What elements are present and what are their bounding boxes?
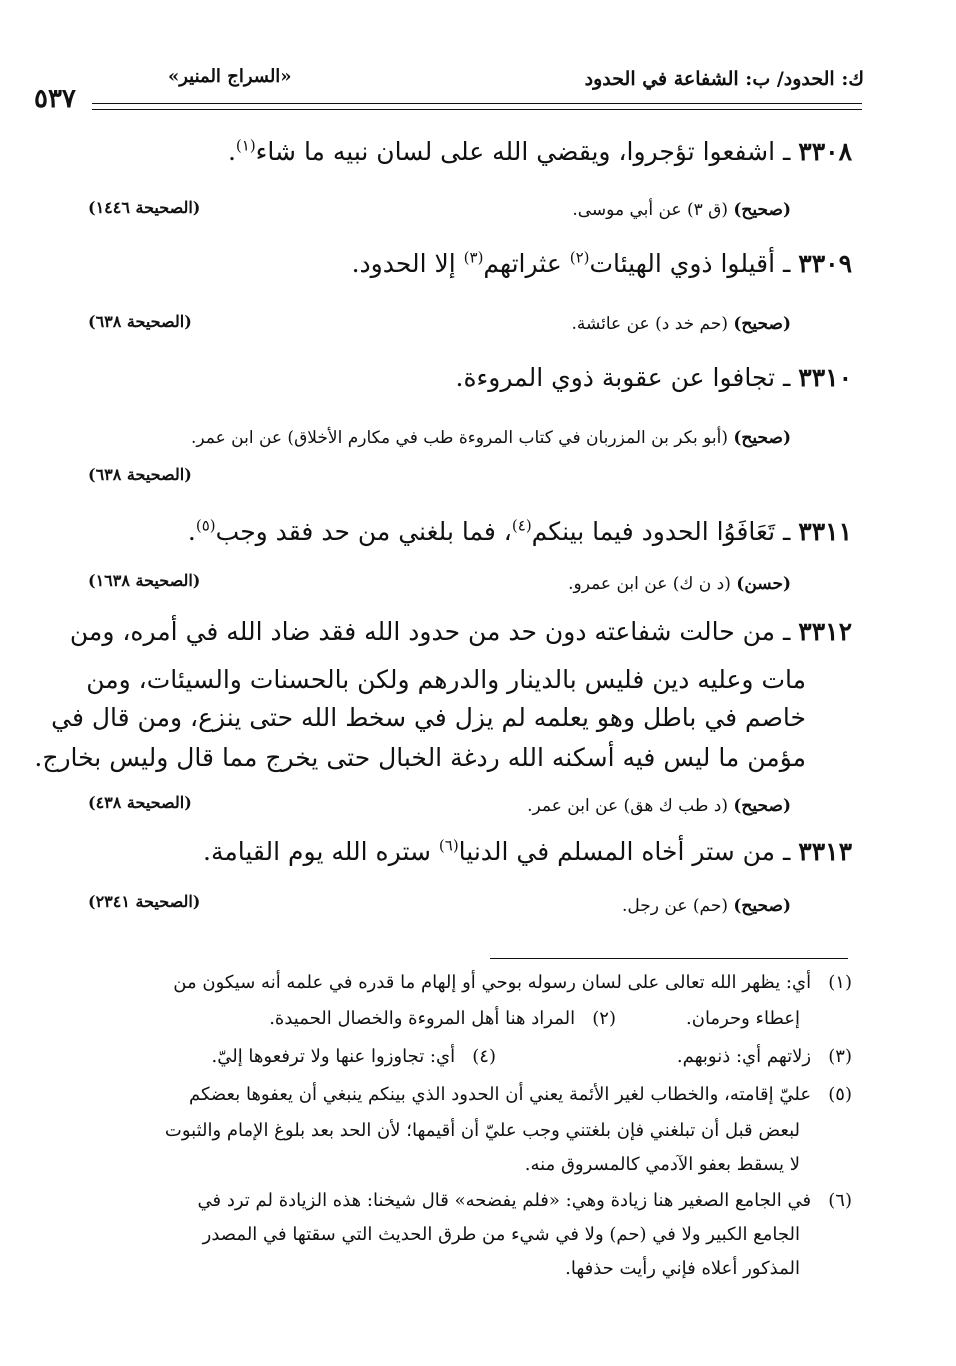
hadith-grade: (صحيح) — [733, 200, 791, 220]
footnote-marker[interactable]: (٤) — [511, 516, 532, 535]
hadith-text: ـ تجافوا عن عقوبة ذوي المروءة. — [455, 363, 791, 392]
footnote-2 — [269, 1008, 616, 1029]
footnote-1 — [173, 972, 852, 993]
hadith-3312-source — [527, 796, 791, 816]
footnote-marker[interactable]: (٥) — [195, 516, 216, 535]
hadith-3312-line-2: مات وعليه دين فليس بالدينار والدرهم ولكن بالحسنات والسيئات، ومن — [86, 665, 806, 694]
hadith-text: ـ اشفعوا تؤجروا، ويقضي الله على لسان نبيه ما شاء — [255, 137, 791, 166]
footnote-text: أي: تجاوزوا عنها ولا ترفعوها إليّ. — [211, 1046, 456, 1067]
footnote-marker[interactable]: (٦) — [438, 836, 459, 855]
footnote-1-line-2: إعطاء وحرمان. — [686, 1008, 800, 1029]
hadith-3310-reference: (الصحيحة ٦٣٨) — [88, 465, 192, 484]
hadith-3313-text — [203, 836, 852, 867]
hadith-3309-source — [571, 314, 791, 334]
hadith-grade: (صحيح) — [733, 896, 791, 916]
footnote-6 — [198, 1190, 852, 1211]
footnote-5 — [189, 1084, 852, 1105]
hadith-3312-line-3: خاصم في باطل وهو يعلمه لم يزل في سخط الله حتى ينزع، ومن قال في — [51, 703, 806, 732]
footnote-text: المراد هنا أهل المروءة والخصال الحميدة. — [269, 1008, 576, 1029]
footnote-marker[interactable]: (١) — [235, 136, 256, 155]
hadith-source: (د طب ك هق) عن ابن عمر. — [527, 796, 728, 816]
hadith-3308-text — [228, 136, 852, 167]
hadith-text: ستره الله يوم القيامة. — [203, 837, 439, 866]
footnote-4 — [212, 1046, 497, 1067]
hadith-3312-line-4: مؤمن ما ليس فيه أسكنه الله ردغة الخبال حتى يخرج مما قال وليس بخارج. — [34, 743, 806, 772]
footnote-separator — [490, 958, 848, 959]
hadith-3311-reference: (الصحيحة ١٦٣٨) — [88, 571, 201, 590]
hadith-text: إلا الحدود. — [351, 249, 464, 278]
hadith-number: ٣٣٠٨ — [798, 137, 852, 166]
hadith-text: ـ من ستر أخاه المسلم في الدنيا — [458, 837, 791, 866]
footnote-6-line-3: المذكور أعلاه فإني رأيت حذفها. — [565, 1258, 800, 1279]
hadith-source: (ق ٣) عن أبي موسى. — [572, 200, 728, 220]
footnote-text: في الجامع الصغير هنا زيادة وهي: «فلم يفضحه» قال شيخنا: هذه الزيادة لم ترد في — [197, 1190, 812, 1211]
footnote-marker[interactable]: (٣) — [463, 248, 484, 267]
footnote-6-line-2: الجامع الكبير ولا في (حم) ولا في شيء من طرق الحديث التي سقتها في المصدر — [202, 1224, 800, 1245]
footnote-number: (٥) — [828, 1084, 852, 1105]
hadith-grade: (صحيح) — [733, 314, 791, 334]
header-rule-top — [92, 103, 862, 104]
footnote-text: زلاتهم أي: ذنوبهم. — [676, 1046, 812, 1067]
hadith-number: ٣٣١٢ — [798, 617, 852, 646]
footnote-number: (٣) — [828, 1046, 852, 1067]
hadith-number: ٣٣١١ — [798, 517, 852, 546]
header-rule-bottom — [92, 109, 862, 110]
hadith-grade: (صحيح) — [733, 428, 791, 448]
hadith-text: . — [187, 517, 196, 546]
running-header-chapter: ك: الحدود/ ب: الشفاعة في الحدود — [584, 68, 864, 90]
hadith-3309-text — [352, 248, 852, 279]
hadith-3308-source — [572, 200, 791, 220]
hadith-3310-text — [456, 362, 853, 393]
hadith-3312-reference: (الصحيحة ٤٣٨) — [88, 793, 192, 812]
footnote-text: أي: يظهر الله تعالى على لسان رسوله بوحي أو إلهام ما قدره في علمه أنه سيكون من — [173, 972, 812, 993]
footnote-5-line-3: لا يسقط بعفو الآدمي كالمسروق منه. — [524, 1154, 800, 1175]
hadith-text: ـ من حالت شفاعته دون حد من حدود الله فقد ضاد الله في أمره، ومن — [69, 617, 791, 646]
footnote-5-line-2: لبعض قبل أن تبلغني فإن بلغتني وجب عليّ أن أقيمها؛ لأن الحد بعد بلوغ الإمام والثبوت — [164, 1120, 800, 1141]
page-number: ٥٣٧ — [34, 84, 76, 114]
hadith-3311-source — [568, 574, 791, 594]
hadith-source: (حم خد د) عن عائشة. — [571, 314, 728, 334]
footnote-number: (٤) — [472, 1046, 496, 1067]
hadith-text-end: . — [227, 137, 236, 166]
hadith-grade: (صحيح) — [733, 796, 791, 816]
hadith-3312-text — [70, 616, 852, 647]
hadith-source: (أبو بكر بن المزربان في كتاب المروءة طب في مكارم الأخلاق) عن ابن عمر. — [190, 428, 728, 448]
hadith-number: ٣٣٠٩ — [798, 249, 852, 278]
hadith-3308-reference: (الصحيحة ١٤٤٦) — [88, 198, 201, 217]
hadith-3310-source — [191, 428, 791, 448]
footnote-number: (١) — [828, 972, 852, 993]
hadith-3309-reference: (الصحيحة ٦٣٨) — [88, 312, 192, 331]
hadith-grade: (حسن) — [736, 574, 791, 594]
hadith-text: ـ تَعَافَوُا الحدود فيما بينكم — [531, 517, 791, 546]
hadith-text: عثراتهم — [483, 249, 570, 278]
hadith-3311-text — [188, 516, 852, 547]
footnote-marker[interactable]: (٢) — [569, 248, 590, 267]
running-header-book-title: «السراج المنير» — [168, 66, 292, 87]
footnote-number: (٦) — [828, 1190, 852, 1211]
hadith-text: ـ أقيلوا ذوي الهيئات — [589, 249, 791, 278]
footnote-number: (٢) — [592, 1008, 616, 1029]
hadith-source: (د ن ك) عن ابن عمرو. — [568, 574, 731, 594]
hadith-source: (حم) عن رجل. — [622, 896, 728, 916]
footnote-text: عليّ إقامته، والخطاب لغير الأئمة يعني أن الحدود الذي بينكم ينبغي أن يعفوها بعضكم — [189, 1084, 812, 1105]
hadith-number: ٣٣١٠ — [798, 363, 852, 392]
hadith-number: ٣٣١٣ — [798, 837, 852, 866]
footnote-3 — [677, 1046, 852, 1067]
hadith-3313-source — [622, 896, 791, 916]
hadith-text: ، فما بلغني من حد فقد وجب — [215, 517, 512, 546]
hadith-3313-reference: (الصحيحة ٢٣٤١) — [88, 892, 201, 911]
